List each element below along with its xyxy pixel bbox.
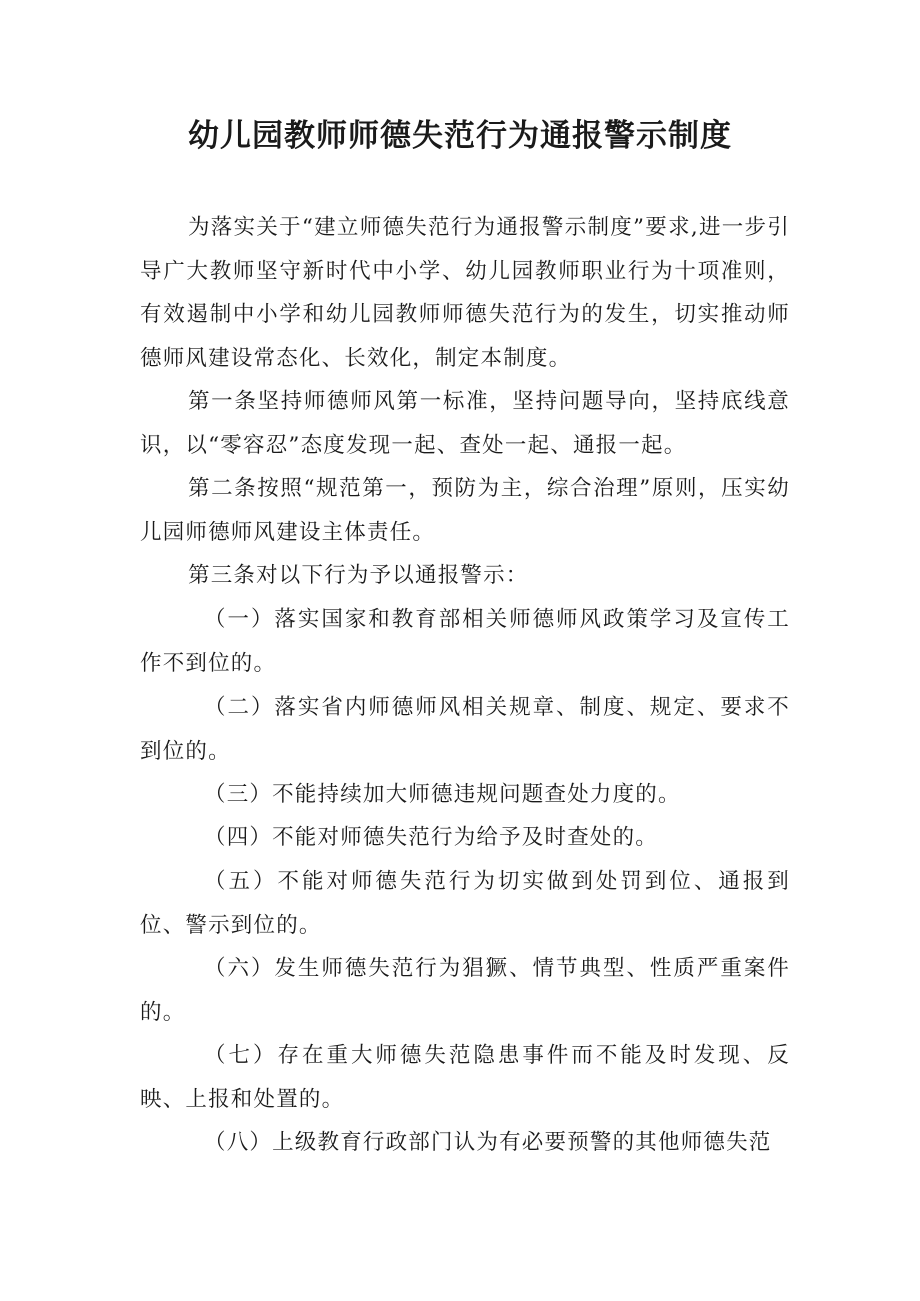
article-1: 第一条坚持师德师风第一标准，坚持问题导向，坚持底线意识，以“零容忍”态度发现一起、查处一起、通报一起。 [140, 389, 790, 458]
list-item-2: （二）落实省内师德师风相关规章、制度、规定、要求不到位的。 [140, 695, 790, 764]
intro-paragraph: 为落实关于“建立师德失范行为通报警示制度”要求,进一步引导广大教师坚守新时代中小学、幼儿园教师职业行为十项准则，有效遏制中小学和幼儿园教师师德失范行为的发生，切实推动师德师风建设常态化、长效化，制定本制度。 [140, 215, 790, 371]
list-item-1: （一）落实国家和教育部相关师德师风政策学习及宣传工作不到位的。 [140, 607, 790, 676]
list-item-8: （八）上级教育行政部门认为有必要预警的其他师德失范 [204, 1130, 772, 1155]
article-3: 第三条对以下行为予以通报警示： [188, 563, 529, 588]
document-title: 幼儿园教师师德失范行为通报警示制度 [188, 118, 732, 154]
list-item-5: （五）不能对师德失范行为切实做到处罚到位、通报到位、警示到位的。 [140, 869, 790, 938]
article-2: 第二条按照“规范第一，预防为主，综合治理”原则，压实幼儿园师德师风建设主体责任。 [140, 476, 790, 545]
list-item-3: （三）不能持续加大师德违规问题查处力度的。 [204, 782, 681, 807]
list-item-6: （六）发生师德失范行为猖獗、情节典型、性质严重案件的。 [140, 956, 790, 1025]
list-item-4: （四）不能对师德失范行为给予及时查处的。 [204, 825, 659, 850]
list-item-7: （七）存在重大师德失范隐患事件而不能及时发现、反映、上报和处置的。 [140, 1043, 790, 1112]
